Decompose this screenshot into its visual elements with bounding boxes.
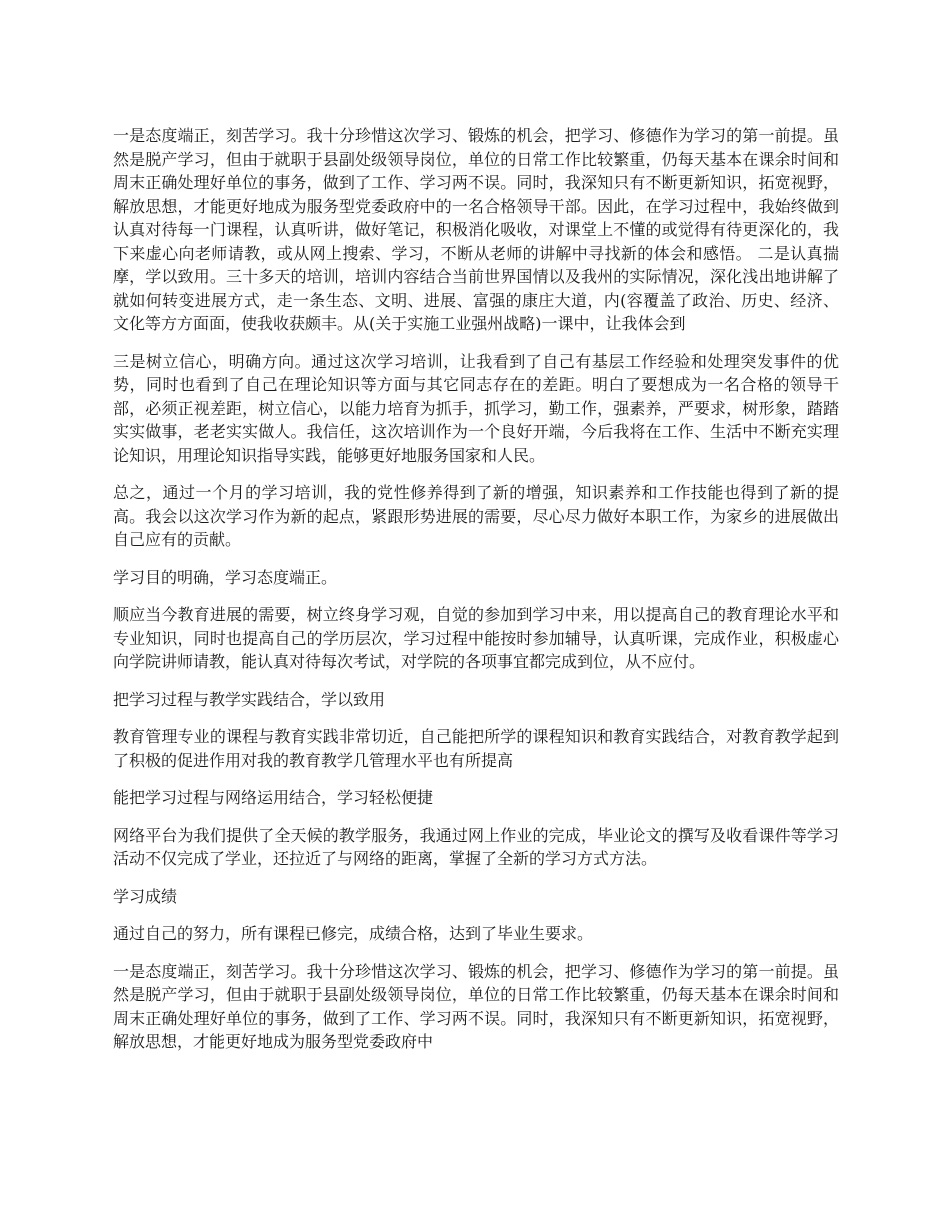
paragraph-heading-goal: 学习目的明确，学习态度端正。 — [113, 567, 338, 587]
paragraph-summary: 总之，通过一个月的学习培训，我的党性修养得到了新的增强，知识素养和工作技能也得到了新的提高。我会以这次学习作为新的起点，紧跟形势进展的需要，尽心尽力做好本职工作，为家乡的进展做出自己应有的贡献。 — [113, 483, 839, 549]
document-body — [113, 124, 839, 1068]
paragraph-attitude: 一是态度端正，刻苦学习。我十分珍惜这次学习、锻炼的机会，把学习、修德作为学习的第一前提。虽然是脱产学习，但由于就职于县副处级领导岗位，单位的日常工作比较繁重，仍每天基本在课余时间和周末正确处理好单位的事务，做到了工作、学习两不误。同时，我深知只有不断更新知识，拓宽视野，解放思想，才能更好地成为服务型党委政府中的一名合格领导干部。因此，在学习过程中，我始终做到认真对待每一门课程，认真听讲，做好笔记，积极消化吸收，对课堂上不懂的或觉得有待更深化的，我下来虚心向老师请教，或从网上搜索、学习，不断从老师的讲解中寻找新的体会和感悟。 二是认真揣摩，学以致用。三十多天的培训，培训内容结合当前世界国情以及我州的实际情况，深化浅出地讲解了就如何转变进展方式，走一条生态、文明、进展、富强的康庄大道，内(容覆盖了政治、历史、经济、文化等方方面面，使我收获颇丰。从(关于实施工业强州战略)一课中，让我体会到 — [113, 126, 839, 333]
paragraph-heading-practice: 把学习过程与教学实践结合，学以致用 — [113, 689, 386, 709]
paragraph-attitude-repeat: 一是态度端正，刻苦学习。我十分珍惜这次学习、锻炼的机会，把学习、修德作为学习的第一前提。虽然是脱产学习，但由于就职于县副处级领导岗位，单位的日常工作比较繁重，仍每天基本在课余时间和周末正确处理好单位的事务，做到了工作、学习两不误。同时，我深知只有不断更新知识，拓宽视野，解放思想，才能更好地成为服务型党委政府中 — [113, 961, 839, 1051]
paragraph-confidence: 三是树立信心，明确方向。通过这次学习培训，让我看到了自己有基层工作经验和处理突发事件的优势，同时也看到了自己在理论知识等方面与其它同志存在的差距。明白了要想成为一名合格的领导干部，必须正视差距，树立信心，以能力培育为抓手，抓学习，勤工作，强素养，严要求，树形象，踏踏实实做事，老老实实做人。我信任，这次培训作为一个良好开端，今后我将在工作、生活中不断充实理论知识，用理论知识指导实践，能够更好地服务国家和人民。 — [113, 351, 839, 465]
paragraph-results: 通过自己的努力，所有课程已修完，成绩合格，达到了毕业生要求。 — [113, 924, 594, 943]
paragraph-heading-results: 学习成绩 — [113, 886, 178, 906]
paragraph-network: 网络平台为我们提供了全天候的教学服务，我通过网上作业的完成，毕业论文的撰写及收看课件等学习活动不仅完成了学业，还拉近了与网络的距离，掌握了全新的学习方式方法。 — [113, 825, 839, 868]
paragraph-education: 顺应当今教育进展的需要，树立终身学习观，自觉的参加到学习中来，用以提高自己的教育理论水平和专业知识，同时也提高自己的学历层次，学习过程中能按时参加辅导，认真听课，完成作业，积极虚心向学院讲师请教，能认真对待每次考试，对学院的各项事宜都完成到位，从不应付。 — [113, 605, 839, 671]
paragraph-heading-network: 能把学习过程与网络运用结合，学习轻松便捷 — [113, 788, 434, 807]
paragraph-management: 教育管理专业的课程与教育实践非常切近，自己能把所学的课程知识和教育实践结合，对教育教学起到了积极的促进作用对我的教育教学几管理水平也有所提高 — [113, 727, 839, 770]
